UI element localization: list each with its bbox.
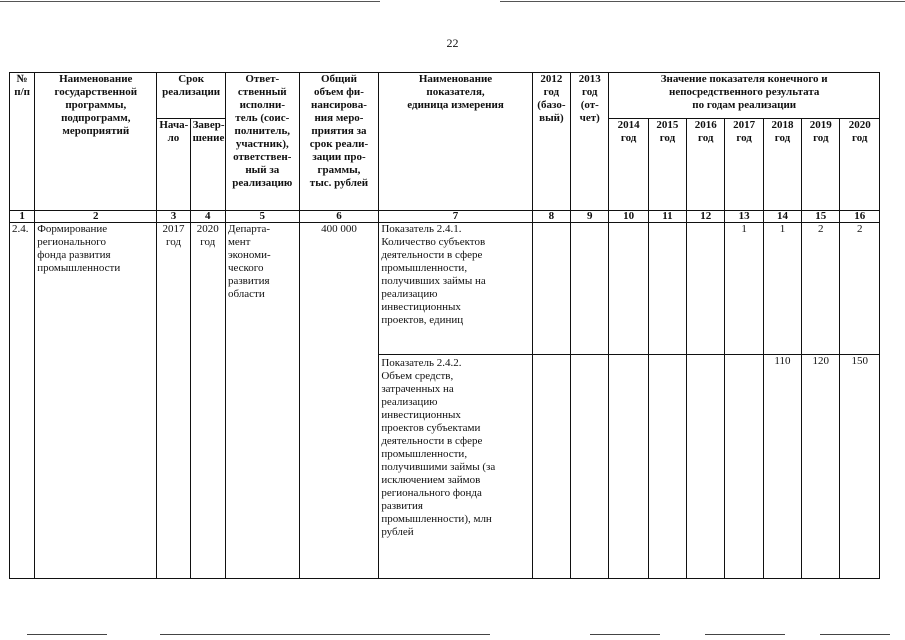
column-number: 2 <box>35 211 157 223</box>
header-term-end: Завер- шение <box>190 119 225 211</box>
column-number: 8 <box>532 211 570 223</box>
header-indicator: Наименование показателя, единица измерения <box>379 73 532 211</box>
column-number: 11 <box>648 211 686 223</box>
column-number: 15 <box>802 211 840 223</box>
header-year-2014: 2014 год <box>609 119 648 211</box>
page-number: 22 <box>446 36 459 50</box>
header-year-2020: 2020 год <box>840 119 880 211</box>
header-year-2017: 2017 год <box>725 119 763 211</box>
column-number: 6 <box>299 211 379 223</box>
column-number: 12 <box>687 211 725 223</box>
value-2017: 1 <box>725 223 763 355</box>
column-number: 5 <box>225 211 299 223</box>
header-num: № п/п <box>10 73 35 211</box>
indicators-table <box>9 72 880 579</box>
column-number: 16 <box>840 211 880 223</box>
row-number: 2.4. <box>10 223 35 579</box>
row-end: 2020 год <box>190 223 225 579</box>
header-name: Наименование государственной программы, подпрограмм, мероприятий <box>35 73 157 211</box>
header-year-2019: 2019 год <box>802 119 840 211</box>
value-2013 <box>571 223 609 355</box>
value-2018: 110 <box>763 355 801 579</box>
header-2012: 2012 год (базо- вый) <box>532 73 570 211</box>
value-2017 <box>725 355 763 579</box>
value-2018: 1 <box>763 223 801 355</box>
column-number: 10 <box>609 211 648 223</box>
value-2020: 2 <box>840 223 880 355</box>
column-number: 7 <box>379 211 532 223</box>
column-number: 14 <box>763 211 801 223</box>
row-measure-name: Формирование регионального фонда развития промышленности <box>35 223 157 579</box>
value-2014 <box>609 355 648 579</box>
header-values: Значение показателя конечного и непосредственного результата по годам реализации <box>609 73 880 119</box>
header-2013: 2013 год (от- чет) <box>571 73 609 211</box>
header-row-1 <box>10 73 880 119</box>
header-year-2016: 2016 год <box>687 119 725 211</box>
value-2013 <box>571 355 609 579</box>
value-2016 <box>687 223 725 355</box>
value-2012 <box>532 223 570 355</box>
column-number: 3 <box>157 211 190 223</box>
value-2016 <box>687 355 725 579</box>
value-2019: 120 <box>802 355 840 579</box>
column-number: 9 <box>571 211 609 223</box>
column-number: 4 <box>190 211 225 223</box>
header-budget: Общий объем фи- нансирова- ния меро- приятия за срок реали- зации про- граммы, тыс. рублей <box>299 73 379 211</box>
value-2014 <box>609 223 648 355</box>
row-budget: 400 000 <box>299 223 379 579</box>
column-number: 13 <box>725 211 763 223</box>
top-scan-edge <box>0 0 905 3</box>
row-responsible: Департа- мент экономи- ческого развития области <box>225 223 299 579</box>
value-2020: 150 <box>840 355 880 579</box>
header-year-2015: 2015 год <box>648 119 686 211</box>
indicator-text: Показатель 2.4.2. Объем средств, затраченных на реализацию инвестиционных проектов субъектами деятельности в сфере промышленности, получившими займы (за исключением займов регионального фонда развития промышленности), млн рублей <box>379 355 532 579</box>
value-2015 <box>648 223 686 355</box>
header-responsible: Ответ- ственный исполни- тель (соис- полнитель, участник), ответствен- ный за реализацию <box>225 73 299 211</box>
column-number-row <box>10 211 880 223</box>
value-2019: 2 <box>802 223 840 355</box>
header-term: Срок реализации <box>157 73 226 119</box>
header-term-start: Нача- ло <box>157 119 190 211</box>
header-year-2018: 2018 год <box>763 119 801 211</box>
row-start: 2017 год <box>157 223 190 579</box>
table-row-indicator-1 <box>10 223 880 355</box>
value-2012 <box>532 355 570 579</box>
column-number: 1 <box>10 211 35 223</box>
value-2015 <box>648 355 686 579</box>
indicator-text: Показатель 2.4.1. Количество субъектов деятельности в сфере промышленности, получивших займы на реализацию инвестиционных проектов, единиц <box>379 223 532 355</box>
